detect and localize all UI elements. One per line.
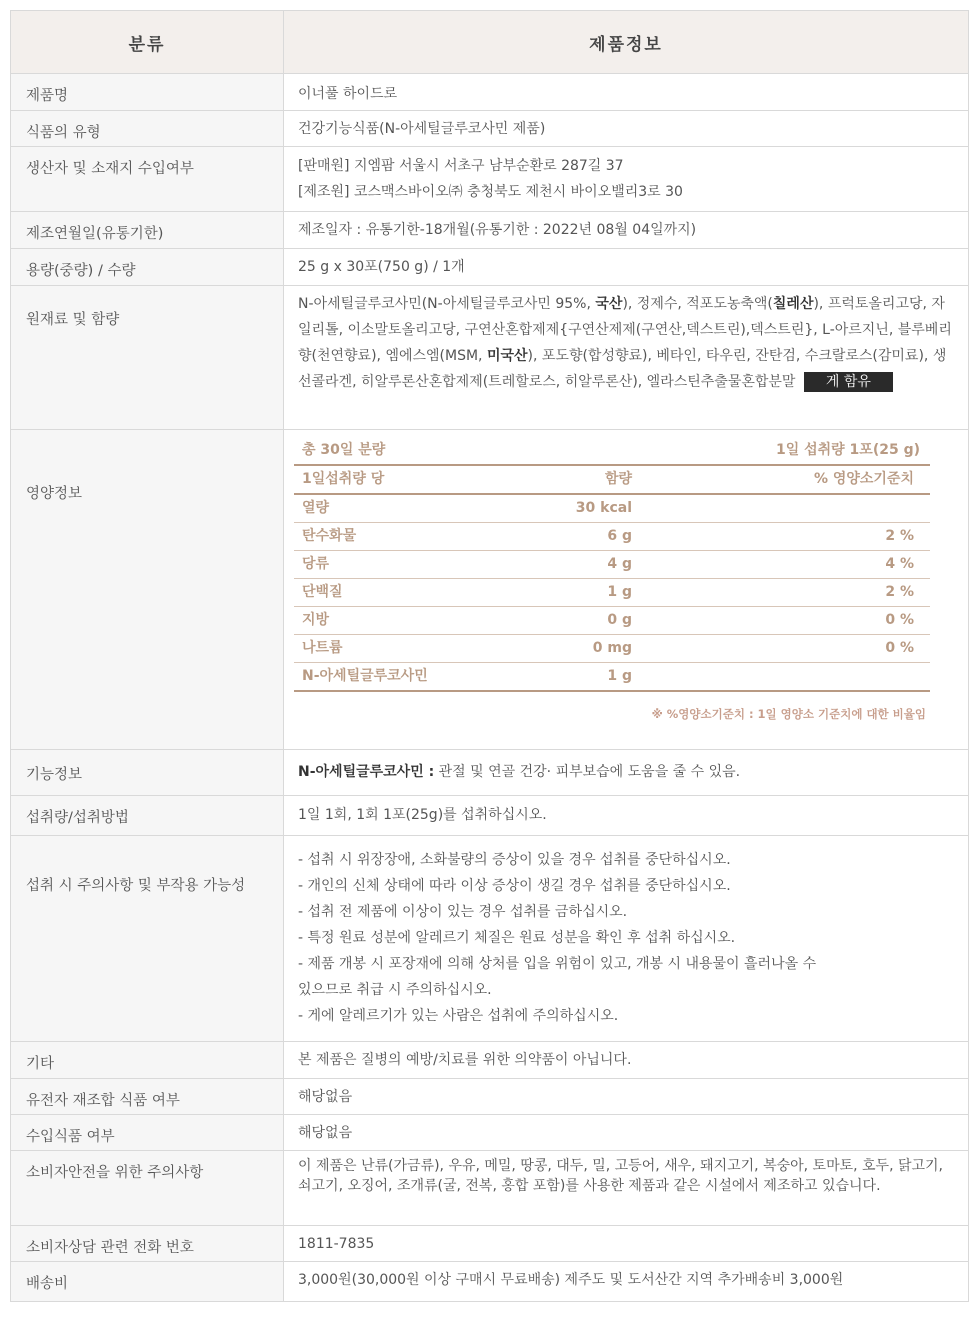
serving-size: 1일 섭취량 1포(25 g) [775, 441, 920, 458]
nutrition-header [294, 466, 930, 495]
function-text: 관절 및 연골 건강· 피부보습에 도움을 줄 수 있음. [434, 764, 741, 780]
nutrient-daily-value: 2 % [885, 528, 914, 544]
nutrient-name: 열량 [302, 500, 330, 516]
col-header-serving: 1일섭취량 당 [302, 471, 385, 487]
caution-line: - 섭취 전 제품에 이상이 있는 경우 섭취를 금하십시오. [298, 904, 628, 920]
row-key: 제조연월일(유통기한) [11, 212, 284, 249]
caution-line: - 섭취 시 위장장애, 소화불량의 증상이 있을 경우 섭취를 중단하십시오. [298, 852, 731, 868]
col-header-amount: 함량 [604, 471, 632, 487]
ingredients-text: ), 포도향(합성향료), 베타인, 타우린, 잔탄검, 수크랄로스(감미료), 생선콜라겐, 히알루론산혼합제제(트레할로스, 히알루론산), 엘라스틴추출물혼합분말 [298, 348, 947, 390]
nutrient-amount: 0 g [607, 612, 632, 628]
function-value [284, 750, 969, 796]
row-value: 25 g x 30포(750 g) / 1개 [284, 249, 969, 286]
row-key: 소비자상담 관련 전화 번호 [11, 1226, 284, 1262]
row-key: 영양정보 [11, 430, 284, 750]
row-key: 소비자안전을 위한 주의사항 [11, 1151, 284, 1226]
nutrition-row [294, 663, 930, 692]
row-key: 수입식품 여부 [11, 1115, 284, 1151]
total-amount: 총 30일 분량 [302, 441, 386, 458]
row-key: 원재료 및 함량 [11, 286, 284, 430]
seller-line: [판매원] 지엠팜 서울시 서초구 남부순환로 287길 37 [298, 158, 624, 174]
shipping-value: 3,000원(30,000원 이상 구매시 무료배송) 제주도 및 도서산간 지역 추가배송비 3,000원 [284, 1262, 969, 1302]
caution-line: 있으므로 취급 시 주의하십시오. [298, 982, 492, 998]
nutrient-name: 지방 [302, 612, 330, 628]
row-value: 제조일자 : 유통기한-18개월(유통기한 : 2022년 08월 04일까지) [284, 212, 969, 249]
row-key: 제품명 [11, 74, 284, 111]
header-category: 분류 [11, 11, 284, 74]
nutrient-amount: 30 kcal [575, 500, 632, 516]
nutrient-daily-value: 2 % [885, 584, 914, 600]
row-value: 건강기능식품(N-아세틸글루코사민 제품) [284, 111, 969, 147]
nutrient-daily-value: 0 % [885, 612, 914, 628]
caution-line: - 개인의 신체 상태에 따라 이상 증상이 생길 경우 섭취를 중단하십시오. [298, 878, 731, 894]
nutrition-table [294, 436, 930, 727]
row-key: 용량(중량) / 수량 [11, 249, 284, 286]
nutrition-row [294, 495, 930, 523]
nutrition-cell [284, 430, 969, 750]
nutrient-name: N-아세틸글루코사민 [302, 668, 428, 684]
row-key: 섭취량/섭취방법 [11, 796, 284, 836]
caution-line: - 제품 개봉 시 포장재에 의해 상처를 입을 위험이 있고, 개봉 시 내용물이 흘러나올 수 [298, 956, 817, 972]
ingredients-value [284, 286, 969, 430]
row-value: 본 제품은 질병의 예방/치료를 위한 의약품이 아닙니다. [284, 1042, 969, 1079]
consumer-value: 이 제품은 난류(가금류), 우유, 메밀, 땅콩, 대두, 밀, 고등어, 새우, 돼지고기, 복숭아, 토마토, 호두, 닭고기, 쇠고기, 오징어, 조개류(굴, 전복, 홍합 포함)를 사용한 제품과 같은 시설에서 제조하고 있습니다. [284, 1151, 969, 1226]
phone-value: 1811-7835 [284, 1226, 969, 1262]
nutrition-row [294, 635, 930, 663]
nutrient-amount: 4 g [607, 556, 632, 572]
nutrient-name: 탄수화물 [302, 528, 357, 544]
row-value-address [284, 147, 969, 212]
nutrition-row [294, 607, 930, 635]
row-key: 배송비 [11, 1262, 284, 1302]
row-key: 식품의 유형 [11, 111, 284, 147]
row-key: 기능정보 [11, 750, 284, 796]
caution-list [284, 836, 969, 1042]
nutrient-amount: 1 g [607, 668, 632, 684]
ingredients-text: N-아세틸글루코사민(N-아세틸글루코사민 95%, [298, 296, 596, 312]
nutrient-daily-value: 4 % [885, 556, 914, 572]
origin-korea: 국산 [595, 296, 623, 312]
caution-line: - 게에 알레르기가 있는 사람은 섭취에 주의하십시오. [298, 1008, 619, 1024]
allergen-badge: 게 함유 [804, 372, 893, 392]
row-value: 해당없음 [284, 1079, 969, 1115]
nutrient-amount: 6 g [607, 528, 632, 544]
nutrition-row [294, 579, 930, 607]
row-key: 유전자 재조합 식품 여부 [11, 1079, 284, 1115]
col-header-daily-value: % 영양소기준치 [813, 471, 914, 487]
row-key: 섭취 시 주의사항 및 부작용 가능성 [11, 836, 284, 1042]
row-value: 이너풀 하이드로 [284, 74, 969, 111]
row-value: 해당없음 [284, 1115, 969, 1151]
nutrient-amount: 1 g [607, 584, 632, 600]
product-info-sheet [10, 10, 969, 1302]
caution-line: - 특정 원료 성분에 알레르기 체질은 원료 성분을 확인 후 섭취 하십시오. [298, 930, 736, 946]
nutrition-row [294, 523, 930, 551]
nutrient-daily-value: 0 % [885, 640, 914, 656]
product-info-table [10, 10, 969, 1302]
header-product-info: 제품정보 [284, 11, 969, 74]
row-key: 생산자 및 소재지 수입여부 [11, 147, 284, 212]
nutrition-top [294, 436, 930, 466]
row-key: 기타 [11, 1042, 284, 1079]
nutrient-name: 당류 [302, 556, 330, 572]
ingredients-text: ), 프럭토올리고당, 자일리톨, 이소말토올리고당, 구연산혼합제제{구연산제제(구연산,덱스트린),덱스트린}, L-아르지닌, 블루베리향(천연향료), 엠에스엠(MSM, [298, 296, 952, 364]
origin-usa: 미국산 [486, 348, 528, 364]
nutrition-note: ※ %영양소기준치 : 1일 영양소 기준치에 대한 비율임 [651, 707, 926, 721]
row-value: 1일 1회, 1회 1포(25g)를 섭취하십시오. [284, 796, 969, 836]
nutrient-name: 나트륨 [302, 640, 343, 656]
ingredients-text: ), 정제수, 적포도농축액( [622, 296, 773, 312]
origin-chile: 칠레산 [772, 296, 814, 312]
nutrient-amount: 0 mg [592, 640, 632, 656]
nutrient-name: 단백질 [302, 584, 343, 600]
nutrition-row [294, 551, 930, 579]
maker-line: [제조원] 코스맥스바이오㈜ 충청북도 제천시 바이오밸리3로 30 [298, 184, 683, 200]
function-ingredient: N-아세틸글루코사민 : [298, 764, 435, 780]
